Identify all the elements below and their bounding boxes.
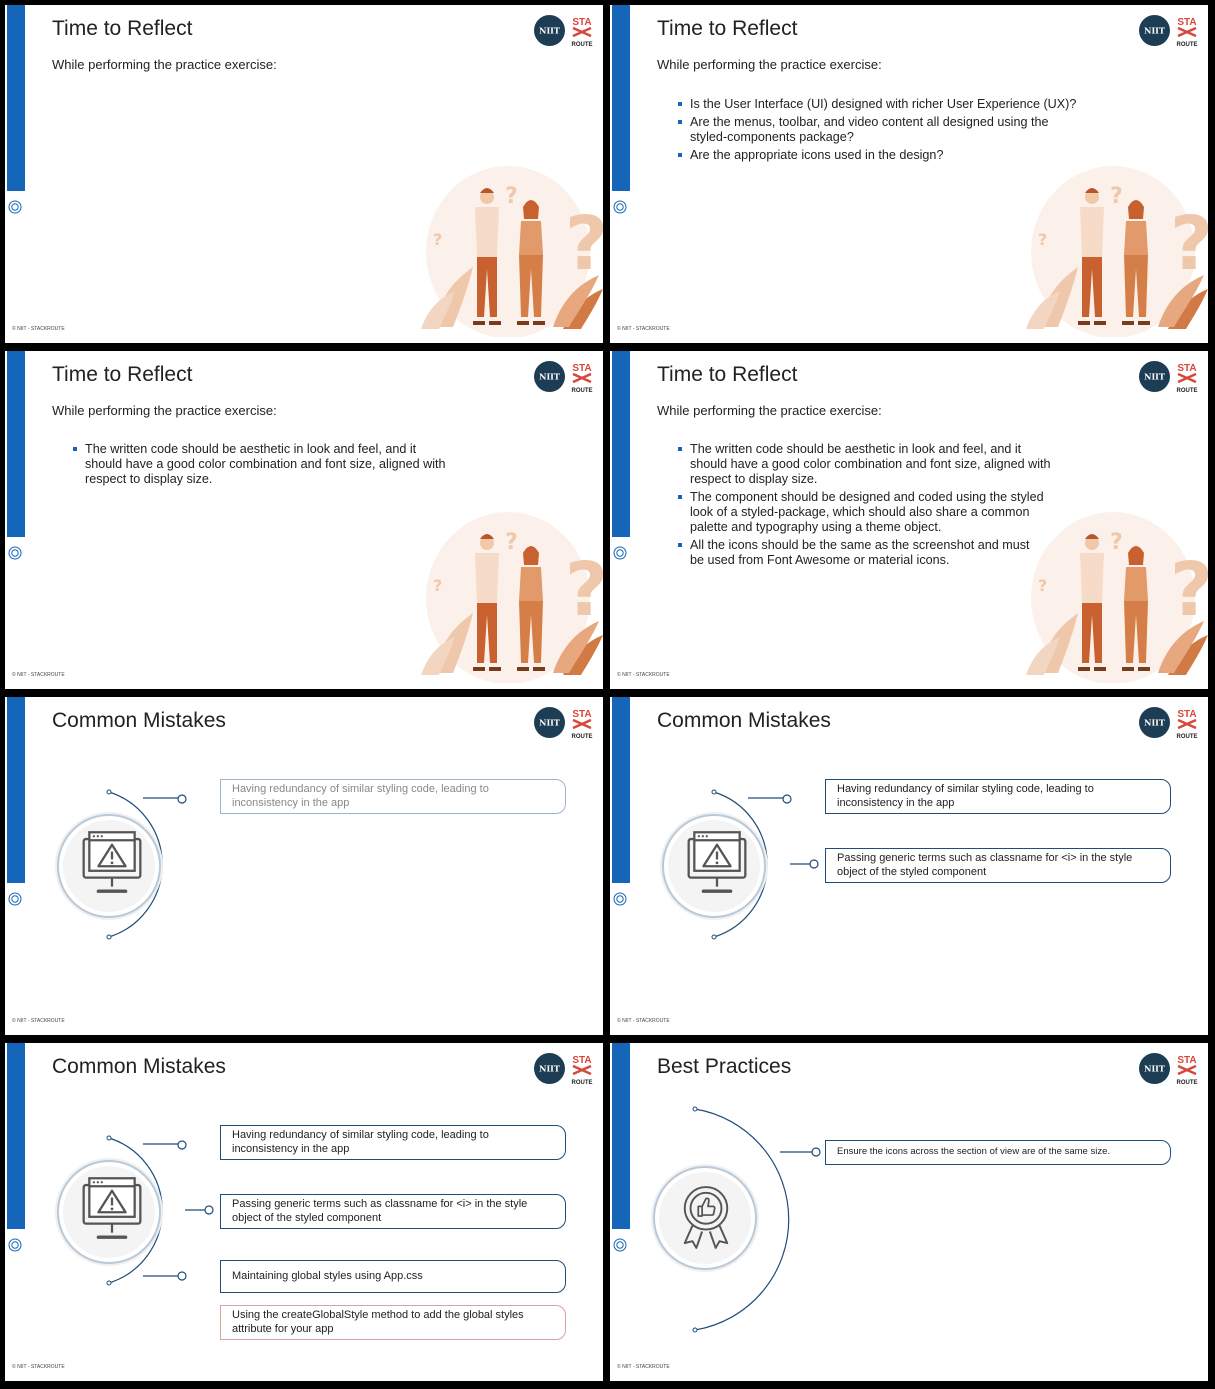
footer-copyright: © NIIT - STACKROUTE — [617, 326, 670, 332]
bullet-item: Is the User Interface (UI) designed with richer User Experience (UX)? — [678, 97, 1108, 112]
slide-subtitle: While performing the practice exercise: — [52, 403, 277, 418]
bullet-item: Are the menus, toolbar, and video content all designed using the styled-components package? — [678, 115, 1080, 145]
mistake-card-1: Having redundancy of similar styling code, leading to inconsistency in the app — [220, 1125, 566, 1160]
niit-logo-text: NIIT — [539, 371, 560, 382]
accent-bar — [7, 5, 25, 191]
sta-logo-top: STA — [1177, 363, 1197, 374]
slide-3[interactable] — [5, 351, 603, 689]
footer-copyright: © NIIT - STACKROUTE — [12, 672, 65, 678]
slide-4[interactable] — [610, 351, 1208, 689]
slide-5[interactable] — [5, 697, 603, 1035]
sta-logo-bottom: ROUTE — [571, 42, 593, 48]
niit-logo-text: NIIT — [539, 1063, 560, 1074]
sta-logo-top: STA — [572, 17, 592, 28]
bullet-list — [678, 442, 1060, 571]
niit-logo-icon — [1139, 361, 1170, 392]
best-practice-card-1: Ensure the icons across the section of view are of the same size. — [825, 1140, 1171, 1165]
slide-6[interactable] — [610, 697, 1208, 1035]
target-ring-icon — [8, 200, 22, 214]
footer-copyright: © NIIT - STACKROUTE — [617, 1018, 670, 1024]
sta-logo-bottom: ROUTE — [571, 1080, 593, 1086]
sta-logo-top: STA — [1177, 17, 1197, 28]
sta-logo-bottom: ROUTE — [1176, 42, 1198, 48]
accent-bar — [612, 351, 630, 537]
target-ring-icon — [613, 546, 627, 560]
footer-copyright: © NIIT - STACKROUTE — [12, 1364, 65, 1370]
footer-copyright: © NIIT - STACKROUTE — [12, 326, 65, 332]
bullet-item: The written code should be aesthetic in look and feel, and it should have a good color combination and font size, aligned with respect to display size. — [73, 442, 455, 487]
slide-7[interactable] — [5, 1043, 603, 1381]
footer-copyright: © NIIT - STACKROUTE — [617, 672, 670, 678]
slide-subtitle: While performing the practice exercise: — [657, 57, 882, 72]
sta-logo-bottom: ROUTE — [571, 388, 593, 394]
stackroute-logo-icon — [571, 13, 593, 49]
sta-logo-top: STA — [1177, 1055, 1197, 1066]
slide-subtitle: While performing the practice exercise: — [657, 403, 882, 418]
bullet-item: Are the appropriate icons used in the design? — [678, 148, 1108, 163]
sta-logo-top: STA — [1177, 709, 1197, 720]
mistake-card-2: Passing generic terms such as classname for <i> in the style object of the styled component — [220, 1194, 566, 1229]
slide-1[interactable] — [5, 5, 603, 343]
slide-subtitle: While performing the practice exercise: — [52, 57, 277, 72]
bullet-item: The written code should be aesthetic in look and feel, and it should have a good color combination and font size, aligned with respect to display size. — [678, 442, 1060, 487]
bullet-item: All the icons should be the same as the screenshot and must be used from Font Awesome or material icons. — [678, 538, 1035, 568]
slide-title: Time to Reflect — [657, 363, 798, 386]
slide-title: Common Mistakes — [657, 709, 831, 732]
best-practices-diagram — [610, 1043, 1208, 1381]
mistake-card-1: Having redundancy of similar styling code, leading to inconsistency in the app — [220, 779, 566, 814]
niit-logo-text: NIIT — [1144, 1063, 1165, 1074]
footer-copyright: © NIIT - STACKROUTE — [12, 1018, 65, 1024]
slide-2[interactable] — [610, 5, 1208, 343]
niit-logo-text: NIIT — [1144, 717, 1165, 728]
slide-title: Common Mistakes — [52, 709, 226, 732]
stackroute-logo-icon — [571, 359, 593, 395]
niit-logo-icon — [534, 15, 565, 46]
mistake-card-3: Maintaining global styles using App.css — [220, 1260, 566, 1293]
sta-logo-top: STA — [572, 363, 592, 374]
niit-logo-text: NIIT — [539, 25, 560, 36]
stackroute-logo-icon — [1176, 359, 1198, 395]
mistakes-diagram — [5, 697, 603, 1035]
bullet-list — [678, 97, 1108, 166]
footer-copyright: © NIIT - STACKROUTE — [617, 1364, 670, 1370]
target-ring-icon — [613, 200, 627, 214]
slide-title: Time to Reflect — [52, 17, 193, 40]
slide-title: Best Practices — [657, 1055, 792, 1078]
slide-title: Time to Reflect — [657, 17, 798, 40]
niit-logo-icon — [1139, 15, 1170, 46]
sta-logo-bottom: ROUTE — [1176, 388, 1198, 394]
niit-logo-text: NIIT — [1144, 25, 1165, 36]
bullet-item: The component should be designed and coded using the styled look of a styled-package, which should also share a common palette and typography using a theme object. — [678, 490, 1060, 535]
niit-logo-icon — [534, 361, 565, 392]
slide-title: Common Mistakes — [52, 1055, 226, 1078]
sta-logo-top: STA — [572, 709, 592, 720]
accent-bar — [612, 5, 630, 191]
bullet-list — [73, 442, 455, 490]
thinking-people-illustration — [413, 503, 603, 683]
sta-logo-top: STA — [572, 1055, 592, 1066]
niit-logo-text: NIIT — [539, 717, 560, 728]
slide-8[interactable] — [610, 1043, 1208, 1381]
mistake-card-1: Having redundancy of similar styling code, leading to inconsistency in the app — [825, 779, 1171, 814]
mistake-card-2: Passing generic terms such as classname for <i> in the style object of the styled component — [825, 848, 1171, 883]
stackroute-logo-icon — [1176, 13, 1198, 49]
sta-logo-bottom: ROUTE — [571, 734, 593, 740]
target-ring-icon — [8, 546, 22, 560]
sta-logo-bottom: ROUTE — [1176, 1080, 1198, 1086]
thinking-people-illustration — [413, 157, 603, 337]
mistake-card-4: Using the createGlobalStyle method to add the global styles attribute for your app — [220, 1305, 566, 1340]
niit-logo-text: NIIT — [1144, 371, 1165, 382]
accent-bar — [7, 351, 25, 537]
sta-logo-bottom: ROUTE — [1176, 734, 1198, 740]
thinking-people-illustration — [1018, 157, 1208, 337]
slide-title: Time to Reflect — [52, 363, 193, 386]
